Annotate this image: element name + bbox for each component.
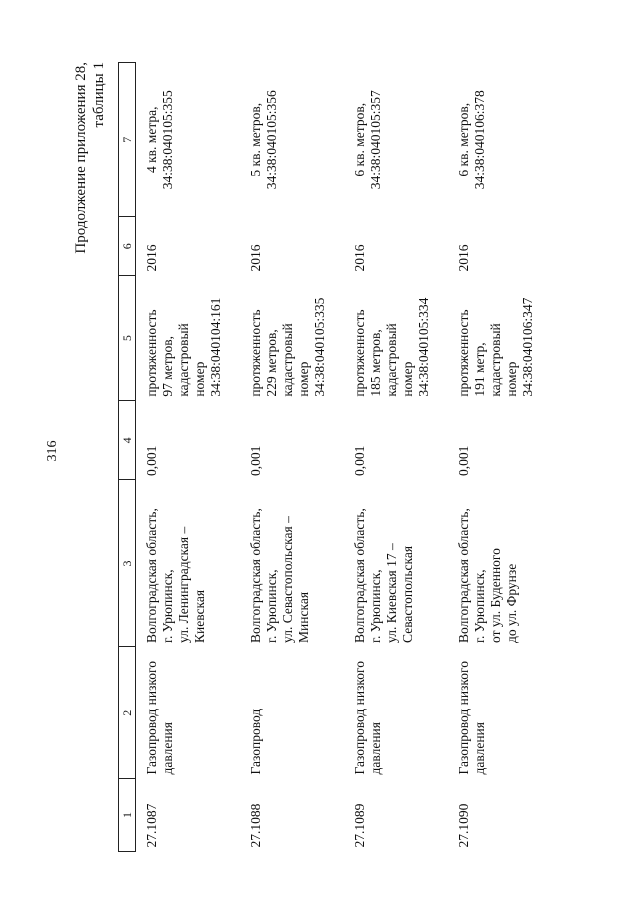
table-row [136,63,241,852]
cell-address-line: г. Урюпинск, [160,569,175,643]
cell-description-line: протяженность [144,309,159,397]
cell-address-line: Волгоградская область, [456,508,471,643]
cell-description-line: номер [296,361,311,397]
cell-note-line: 6 кв. метров, [352,102,367,177]
header-col-1: 1 [119,778,136,851]
cell-item-number: 27.1088 [248,803,263,848]
cell-note-line: 34:38:040105:355 [160,90,175,190]
cell-address-line: г. Урюпинск, [368,569,383,643]
cell-address-line: ул. Севастопольская – [280,516,295,643]
cell-note [136,63,241,218]
cell-object-name-line: давления [472,722,487,775]
cell-note-line: 34:38:040106:378 [472,90,487,190]
cell-description-line: 229 метров, [264,329,279,397]
cell-address-line: Волгоградская область, [248,508,263,643]
header-col-4: 4 [119,401,136,480]
cell-year: 2016 [144,244,159,272]
cell-note-line: 4 кв. метра, [144,106,159,174]
cell-description-line: номер [192,361,207,397]
cell-description [344,275,448,400]
cell-note-line: 34:38:040105:357 [368,90,383,190]
cell-note [240,63,344,218]
cell-object-name [136,647,241,779]
cell-object-name-line: Газопровод низкого [144,661,159,775]
cell-description-line: кадастровый [280,323,295,397]
cell-address [344,480,448,647]
cell-item-number: 27.1089 [352,803,367,848]
cell-address-line: ул. Ленинградская – [176,526,191,643]
cell-object-name-line: Газопровод низкого [352,661,367,775]
cell-description [240,275,344,400]
cell-description [448,275,552,400]
cell-address-line: Волгоградская область, [144,508,159,643]
cell-description-line: 34:38:040106:347 [520,297,535,397]
cell-description-line: номер [400,361,415,397]
cell-description-line: кадастровый [176,323,191,397]
cell-description-line: протяженность [352,309,367,397]
cell-note-line: 6 кв. метров, [456,102,471,177]
continuation-caption [72,62,108,254]
cell-year: 2016 [456,244,471,272]
cell-note-line: 5 кв. метров, [248,102,263,177]
cell-address [136,480,241,647]
cell-description-line: 185 метров, [368,329,383,397]
cell-value: 0,001 [352,445,367,476]
cell-item-number: 27.1087 [144,803,159,848]
table-body [136,63,553,852]
cell-value: 0,001 [248,445,263,476]
page-number: 316 [45,440,60,462]
continuation-line-2: таблицы 1 [91,62,107,128]
cell-address [448,480,552,647]
cell-address-line: г. Урюпинск, [264,569,279,643]
cell-object-name [344,647,448,779]
cell-value: 0,001 [144,445,159,476]
cell-description-line: 34:38:040105:335 [312,297,327,397]
cell-note-line: 34:38:040105:356 [264,90,279,190]
cell-address-line: г. Урюпинск, [472,569,487,643]
table-row [344,63,448,852]
cell-address-line: Минская [296,591,311,643]
cell-address [240,480,344,647]
cell-value: 0,001 [456,445,471,476]
cell-description-line: 191 метр, [472,342,487,397]
cell-object-name [448,647,552,779]
cell-object-name [240,647,344,779]
cell-description [136,275,241,400]
cell-address-line: Киевская [192,589,207,643]
header-col-5: 5 [119,275,136,400]
cell-description-line: протяженность [456,309,471,397]
cell-address-line: ул. Киевская 17 – [384,543,399,643]
cell-address-line: Севастопольская [400,545,415,643]
rotated-page-content [72,62,592,852]
cell-note [344,63,448,218]
cell-description-line: 34:38:040105:334 [416,297,431,397]
cell-address-line: Волгоградская область, [352,508,367,643]
cell-description-line: 97 метров, [160,335,175,397]
cell-year: 2016 [248,244,263,272]
cell-object-name-line: Газопровод низкого [456,661,471,775]
cell-description-line: кадастровый [488,323,503,397]
header-col-7: 7 [119,63,136,218]
continuation-line-1: Продолжение приложения 28, [73,62,89,254]
table-row [240,63,344,852]
header-col-3: 3 [119,480,136,647]
cell-description-line: кадастровый [384,323,399,397]
table-header-row [119,63,136,852]
cell-object-name-line: Газопровод [248,708,263,775]
table-row [448,63,552,852]
cell-object-name-line: давления [160,722,175,775]
cell-address-line: до ул. Фрунзе [504,563,519,643]
cell-year: 2016 [352,244,367,272]
cell-address-line: от ул. Буденного [488,548,503,643]
header-col-6: 6 [119,217,136,275]
cell-object-name-line: давления [368,722,383,775]
cell-description-line: 34:38:040104:161 [208,297,223,397]
appendix-table [118,62,552,852]
cell-note [448,63,552,218]
header-col-2: 2 [119,647,136,779]
cell-item-number: 27.1090 [456,803,471,848]
cell-description-line: номер [504,361,519,397]
cell-description-line: протяженность [248,309,263,397]
